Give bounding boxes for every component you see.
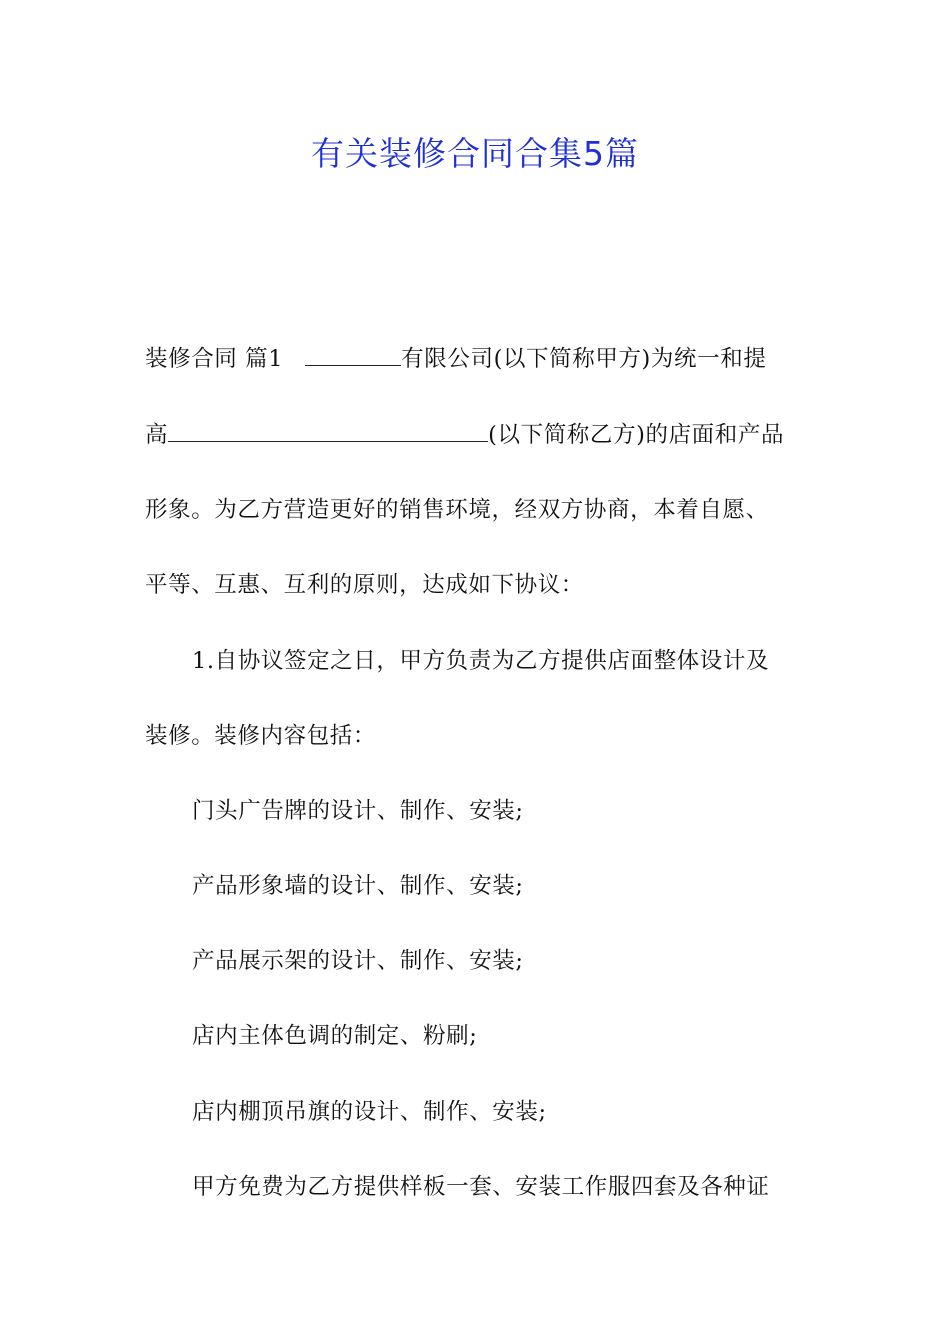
- contract-heading: 装修合同 篇1: [145, 346, 284, 372]
- paragraph-line: 形象。为乙方营造更好的销售环境，经双方协商，本着自愿、: [145, 497, 769, 523]
- document-title: 有关装修合同合集5篇: [311, 134, 639, 173]
- paragraph-line: [145, 420, 784, 450]
- list-item: 店内主体色调的制定、粉刷;: [192, 1023, 478, 1049]
- paragraph-line: 1.自协议签定之日，甲方负责为乙方提供店面整体设计及: [192, 648, 770, 674]
- line-text: 有限公司(以下简称甲方)为统一和提: [401, 346, 767, 372]
- list-item: 店内棚顶吊旗的设计、制作、安装;: [192, 1099, 547, 1125]
- line-text: (以下简称乙方)的店面和产品: [488, 422, 785, 448]
- list-item: 门头广告牌的设计、制作、安装;: [192, 798, 524, 824]
- blank-underline: [305, 345, 401, 366]
- list-item: 产品形象墙的设计、制作、安装;: [192, 873, 524, 899]
- paragraph-line: 装修。装修内容包括：: [145, 723, 377, 749]
- line-text: 高: [145, 422, 169, 448]
- paragraph-line: [145, 344, 766, 374]
- paragraph-line: 甲方免费为乙方提供样板一套、安装工作服四套及各种证: [192, 1174, 770, 1200]
- list-item: 产品展示架的设计、制作、安装;: [192, 948, 524, 974]
- blank-underline: [168, 421, 488, 442]
- paragraph-line: 平等、互惠、互利的原则，达成如下协议：: [145, 572, 584, 598]
